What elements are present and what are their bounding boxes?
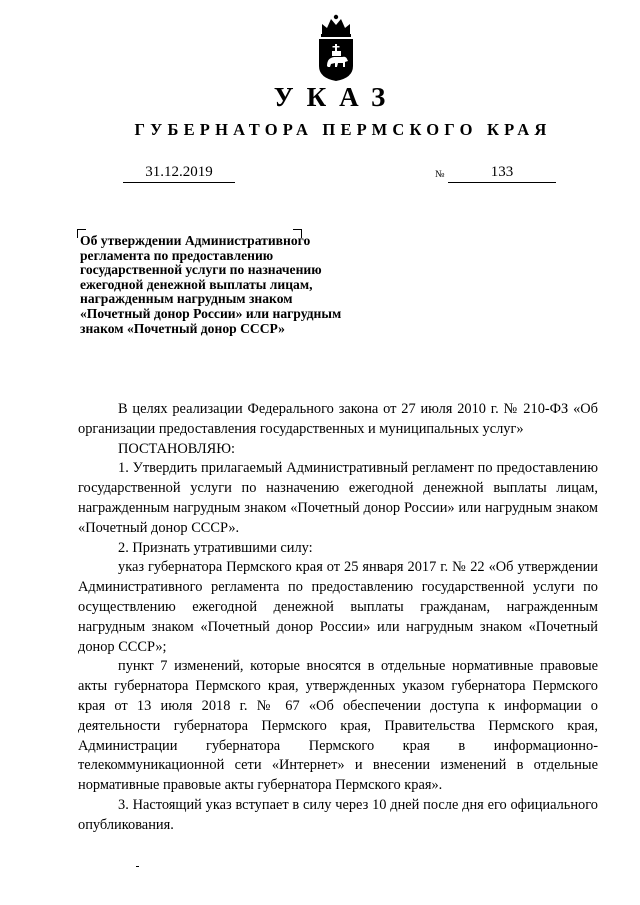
document-type-title: УКАЗ bbox=[273, 82, 399, 112]
clause-2-item-2: пункт 7 изменений, которые вносятся в отдельные нормативные правовые акты губернатора Пермского края, утвержденных указом губернатора Пермского края от 13 июля 2018 г. № 67 «Об обеспечении доступа к информации о деятельности губернатора Пермского края, Правительства Пермского края, Администрации губернатора Пермского края в информационно-телекоммуникационной сети «Интернет» и внесении изменений в отдельные нормативные правовые акты губернатора Пермского края». bbox=[78, 658, 598, 794]
subject-line: ежегодной денежной выплаты лицам, bbox=[80, 276, 313, 292]
clause-3-paragraph: 3. Настоящий указ вступает в силу через 10 дней после дня его официального опубликования. bbox=[78, 796, 598, 833]
preamble-paragraph: В целях реализации Федерального закона от 27 июля 2010 г. № 210-ФЗ «Об организации предоставления государственных и муниципальных услуг» bbox=[78, 401, 598, 437]
subject-line: награжденным нагрудным знаком bbox=[80, 291, 293, 307]
scan-mark bbox=[136, 866, 139, 867]
decree-number-label: № bbox=[435, 169, 445, 180]
perm-krai-coat-of-arms-icon bbox=[316, 14, 356, 82]
decree-number: 133 bbox=[448, 163, 556, 183]
issuer-title: ГУБЕРНАТОРА ПЕРМСКОГО КРАЯ bbox=[134, 120, 552, 139]
decree-date: 31.12.2019 bbox=[123, 163, 235, 183]
subject-line: Об утверждении Административного bbox=[80, 233, 311, 248]
subject-line: знаком «Почетный донор СССР» bbox=[80, 320, 285, 336]
decree-subject bbox=[80, 234, 400, 336]
subject-line: «Почетный донор России» или нагрудным bbox=[80, 305, 342, 321]
clause-2-item-1: указ губернатора Пермского края от 25 января 2017 г. № 22 «Об утверждении Административного регламента по предоставлению государственной услуги по осуществлению ежегодной денежной выплаты гражданам, награжденным нагрудным знаком «Почетный донор России» или нагрудным знаком «Почетный донор СССР»; bbox=[78, 559, 598, 655]
subject-line: регламента по предоставлению bbox=[80, 247, 274, 263]
clause-1-paragraph: 1. Утвердить прилагаемый Административный регламент по предоставлению государственной услуги по назначению ежегодной денежной выплаты лицам, награжденным нагрудным знаком «Почетный донор России» или нагрудным знаком «Почетный донор СССР». bbox=[78, 460, 598, 536]
decree-body bbox=[78, 400, 598, 836]
subject-line: государственной услуги по назначению bbox=[80, 262, 322, 278]
resolve-heading: ПОСТАНОВЛЯЮ: bbox=[118, 440, 236, 457]
clause-2-paragraph: 2. Признать утратившими силу: bbox=[118, 539, 313, 556]
